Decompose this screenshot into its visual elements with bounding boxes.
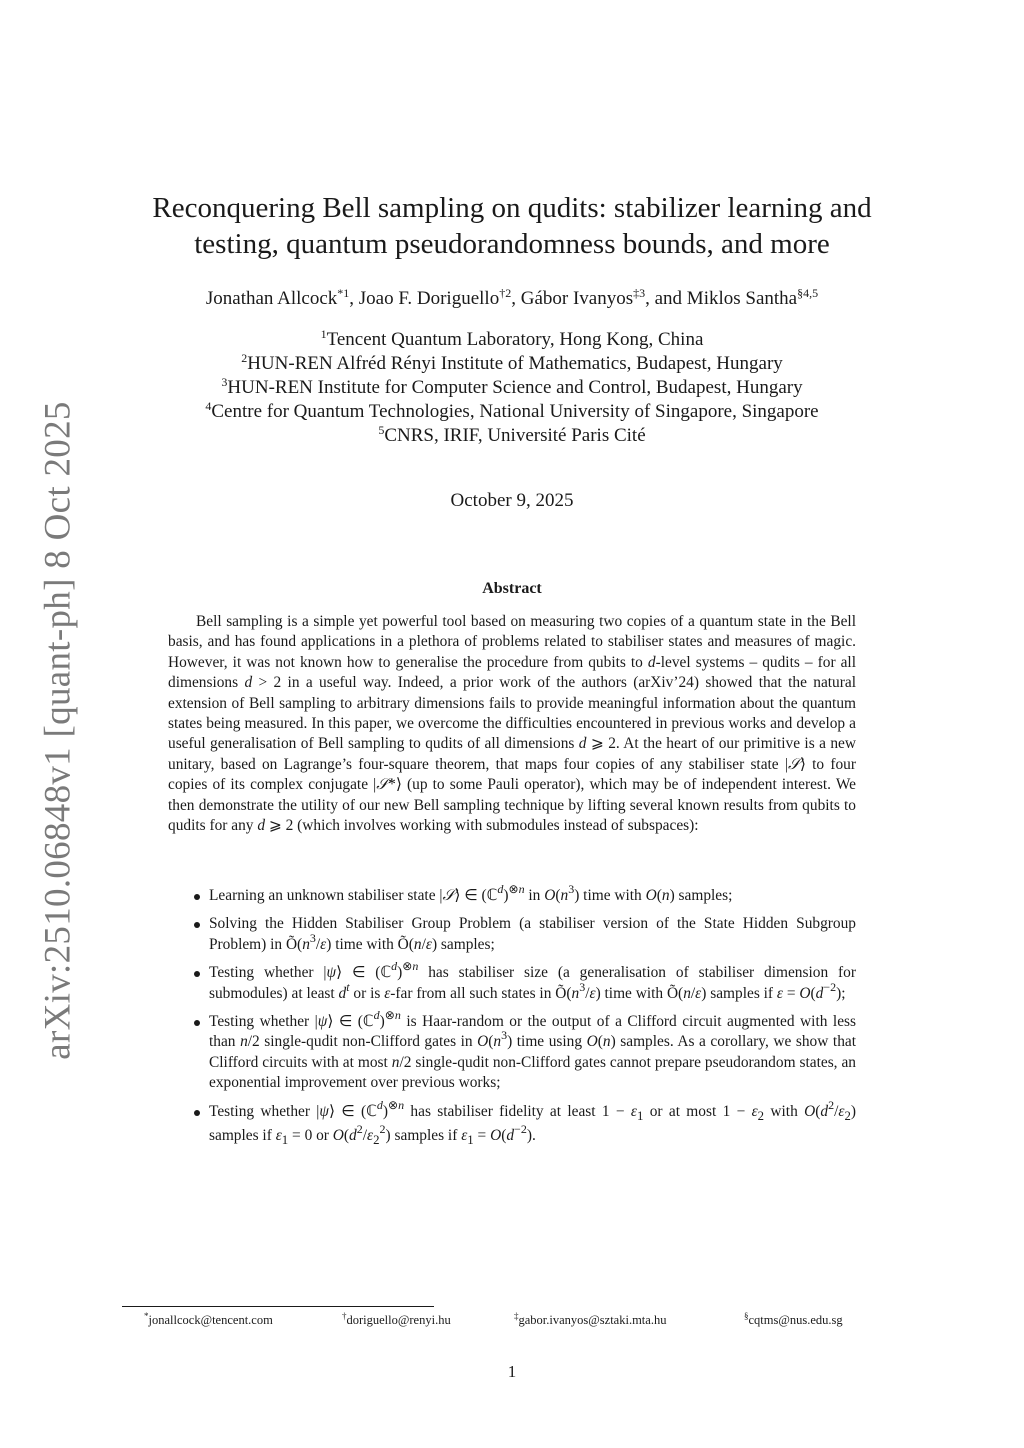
footnote-text: jonallcock@tencent.com xyxy=(148,1313,273,1327)
bullet-icon xyxy=(194,971,200,977)
abstract-body: Bell sampling is a simple yet powerful tool based on measuring two copies of a quantum state in the Bell basis, and has found applications in a plethora of problems related to stabiliser states and measures of magic. However, it was not known how to generalise the procedure from qubits to d-level systems – qudits – for all dimensions d > 2 in a useful way. Indeed, a prior work of the authors (arXiv’24) showed that the natural extension of Bell sampling to arbitrary dimensions fails to provide meaningful information about the quantum states being measured. In this paper, we overcome the difficulties encountered in previous works and develop a useful generalisation of Bell sampling to qudits of all dimensions d ⩾ 2. At the heart of our primitive is a new unitary, based on Lagrange’s four-square theorem, that maps four copies of any stabiliser state |𝒮⟩ to four copies of its complex conjugate |𝒮*⟩ (up to some Pauli operator), which may be of independent interest. We then demonstrate the utility of our new Bell sampling technique by lifting several known results from qubits to qudits for any d ⩾ 2 (which involves working with submodules instead of subspaces): xyxy=(168,613,856,835)
author-list xyxy=(100,287,924,311)
affiliation-list xyxy=(100,328,924,448)
list-item-text: Testing whether |ψ⟩ ∈ (ℂ$^d$)$^{\otimes n}$ is Haar-random or the output of a Clifford circuit augmented with less than n/2 single-qudit non-Clifford gates in $O(n^3)$ time using O(n) samples. As a corollary, we show that Clifford circuits with at most n/2 single-qudit non-Clifford gates cannot prepare pseudorandom states, an exponential improvement over previous works; xyxy=(209,1008,857,1092)
affiliation-text: Centre for Quantum Technologies, National University of Singapore, Singapore xyxy=(211,401,819,422)
author-name: Miklos Santha xyxy=(686,288,798,309)
author-marks: *1 xyxy=(337,286,350,300)
affiliation-number: 1 xyxy=(320,327,327,341)
footnote-mark: ‡ xyxy=(514,1311,519,1321)
author-separator: , xyxy=(511,288,521,309)
author-marks: ‡3 xyxy=(633,286,646,300)
list-item xyxy=(168,959,856,1004)
author xyxy=(687,288,818,309)
title-line-1: Reconquering Bell sampling on qudits: stabilizer learning and xyxy=(152,192,872,224)
affiliation xyxy=(100,352,924,376)
list-item-text: Solving the Hidden Stabiliser Group Problem (a stabiliser version of the State Hidden Subgroup Problem) in $Õ(n^3/\varepsilon)$ time with Õ(n/ε) samples; xyxy=(209,915,856,953)
affiliation xyxy=(100,400,924,424)
affiliation xyxy=(100,376,924,400)
list-item xyxy=(168,1008,857,1094)
list-item-text: Testing whether |ψ⟩ ∈ (ℂ$^d$)$^{\otimes n}$ has stabiliser size (a generalisation of stabiliser dimension for submodules) at least $d^t$ or is ε-far from all such states in $Õ(n^3/\varepsilon)$ time with Õ(n/ε) samples if $\varepsilon = O(d^{-2})$; xyxy=(209,959,856,1002)
affiliation-number: 4 xyxy=(205,399,212,413)
affiliation-number: 2 xyxy=(241,351,248,365)
bullet-icon xyxy=(194,1110,200,1116)
footnote-divider xyxy=(122,1306,434,1307)
bullet-icon xyxy=(194,894,200,900)
footnote-text: cqtms@nus.edu.sg xyxy=(748,1313,843,1327)
author xyxy=(521,288,645,309)
results-list xyxy=(168,882,857,1159)
publication-date: October 9, 2025 xyxy=(450,490,574,511)
affiliation-text: Tencent Quantum Laboratory, Hong Kong, China xyxy=(326,329,704,350)
list-item xyxy=(168,882,856,906)
author-name: Joao F. Doriguello xyxy=(358,288,500,309)
footnote-email xyxy=(144,1313,273,1328)
author xyxy=(206,288,349,309)
author xyxy=(359,288,511,309)
footnote-text: gabor.ivanyos@sztaki.mta.hu xyxy=(518,1313,667,1327)
footnote-email xyxy=(514,1313,666,1328)
bullet-icon xyxy=(194,1020,200,1026)
footnote-email xyxy=(342,1313,451,1328)
affiliation-number: 3 xyxy=(221,375,228,389)
bullet-icon xyxy=(194,922,200,928)
author-separator: , xyxy=(349,288,359,309)
list-item xyxy=(168,1097,856,1151)
affiliation-number: 5 xyxy=(378,423,385,437)
arxiv-identifier: arXiv:2510.06848v1 [quant-ph] 8 Oct 2025 xyxy=(37,400,79,1060)
list-item-text: Testing whether |ψ⟩ ∈ (ℂ$^d$)$^{\otimes n}$ has stabiliser fidelity at least $1 - \varepsilon_1$ or at most $1 - \varepsilon_2$ with $O(d^2/\varepsilon_2)$ samples if $\varepsilon_1 = 0$ or $O(d^2/\varepsilon_2^2)$ samples if $\varepsilon_1 = O(d^{-2})$. xyxy=(209,1097,856,1148)
affiliation xyxy=(100,328,924,352)
page-number: 1 xyxy=(507,1362,517,1381)
affiliation-text: CNRS, IRIF, Université Paris Cité xyxy=(384,425,646,446)
footnote-mark: † xyxy=(342,1311,347,1321)
footnote-mark: * xyxy=(144,1311,149,1321)
author-name: Jonathan Allcock xyxy=(205,288,338,309)
author-name: Gábor Ivanyos xyxy=(520,288,634,309)
title-line-2: testing, quantum pseudorandomness bounds, and more xyxy=(194,228,830,260)
author-marks: §4,5 xyxy=(797,286,819,300)
author-separator: , and xyxy=(645,288,687,309)
affiliation-text: HUN-REN Alfréd Rényi Institute of Mathematics, Budapest, Hungary xyxy=(247,353,783,374)
arxiv-side-stamp xyxy=(30,400,86,1060)
list-item xyxy=(168,914,856,955)
footnote-email xyxy=(744,1313,843,1328)
author-marks: †2 xyxy=(499,286,512,300)
paper-title xyxy=(100,190,924,262)
affiliation xyxy=(100,424,924,448)
footnote-text: doriguello@renyi.hu xyxy=(346,1313,451,1327)
abstract-heading: Abstract xyxy=(482,580,542,597)
footnote-mark: § xyxy=(744,1311,749,1321)
affiliation-text: HUN-REN Institute for Computer Science and Control, Budapest, Hungary xyxy=(227,377,803,398)
list-item-text: Learning an unknown stabiliser state |𝒮⟩ ∈ (ℂ$^d$)$^{\otimes n}$ in $O(n^3)$ time with O(n) samples; xyxy=(209,882,733,904)
